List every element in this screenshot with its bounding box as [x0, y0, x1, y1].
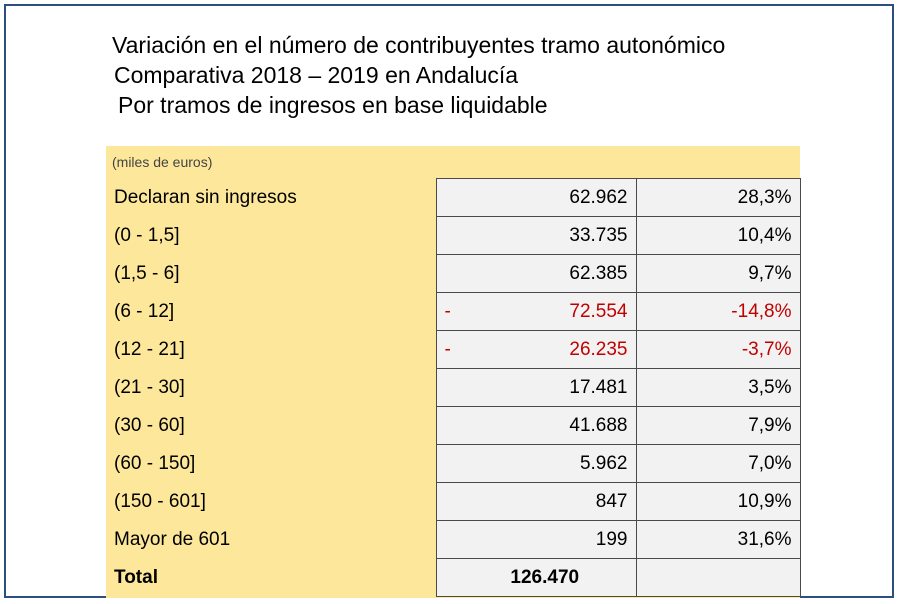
row-label: (60 - 150] — [106, 445, 436, 483]
table-row — [106, 445, 800, 483]
row-value: 33.735 — [454, 217, 636, 255]
row-value: 26.235 — [454, 331, 636, 369]
table-row — [106, 559, 800, 597]
table-row — [106, 369, 800, 407]
title-line-2: Comparativa 2018 – 2019 en Andalucía — [114, 62, 519, 88]
row-percent: 10,4% — [636, 217, 800, 255]
row-percent: 3,5% — [636, 369, 800, 407]
row-percent: 9,7% — [636, 255, 800, 293]
row-value: 72.554 — [454, 293, 636, 331]
row-label: (12 - 21] — [106, 331, 436, 369]
table-row — [106, 179, 800, 217]
row-percent: -3,7% — [636, 331, 800, 369]
slide-frame — [4, 4, 894, 598]
row-sign — [436, 369, 454, 407]
table-row — [106, 521, 800, 559]
row-value: 17.481 — [454, 369, 636, 407]
row-percent: 31,6% — [636, 521, 800, 559]
title-line-3: Por tramos de ingresos en base liquidable — [118, 92, 548, 118]
table-row — [106, 407, 800, 445]
row-percent: 7,9% — [636, 407, 800, 445]
row-percent: 28,3% — [636, 179, 800, 217]
row-sign — [436, 559, 454, 597]
row-value: 199 — [454, 521, 636, 559]
row-value: 41.688 — [454, 407, 636, 445]
row-sign — [436, 407, 454, 445]
row-label: (21 - 30] — [106, 369, 436, 407]
table-row — [106, 293, 800, 331]
table-body — [106, 179, 800, 597]
row-sign — [436, 521, 454, 559]
page-title — [112, 30, 892, 120]
row-sign: - — [436, 293, 454, 331]
row-value: 126.470 — [454, 559, 636, 597]
row-label: (0 - 1,5] — [106, 217, 436, 255]
row-label: (30 - 60] — [106, 407, 436, 445]
table-row — [106, 255, 800, 293]
data-table — [106, 178, 801, 597]
row-label: (6 - 12] — [106, 293, 436, 331]
row-value: 847 — [454, 483, 636, 521]
table-row — [106, 331, 800, 369]
row-label: Mayor de 601 — [106, 521, 436, 559]
row-value: 62.962 — [454, 179, 636, 217]
row-sign — [436, 445, 454, 483]
table-row — [106, 217, 800, 255]
row-sign — [436, 217, 454, 255]
row-sign — [436, 179, 454, 217]
title-line-1: Variación en el número de contribuyentes tramo autonómico — [112, 32, 726, 58]
row-sign — [436, 483, 454, 521]
row-percent: 10,9% — [636, 483, 800, 521]
row-sign: - — [436, 331, 454, 369]
row-label: (1,5 - 6] — [106, 255, 436, 293]
row-label: Declaran sin ingresos — [106, 179, 436, 217]
row-value: 5.962 — [454, 445, 636, 483]
row-percent: -14,8% — [636, 293, 800, 331]
row-value: 62.385 — [454, 255, 636, 293]
row-label: (150 - 601] — [106, 483, 436, 521]
row-percent: 7,0% — [636, 445, 800, 483]
table-row — [106, 483, 800, 521]
row-sign — [436, 255, 454, 293]
row-percent — [636, 559, 800, 597]
row-label: Total — [106, 559, 436, 597]
units-note: (miles de euros) — [112, 154, 213, 170]
